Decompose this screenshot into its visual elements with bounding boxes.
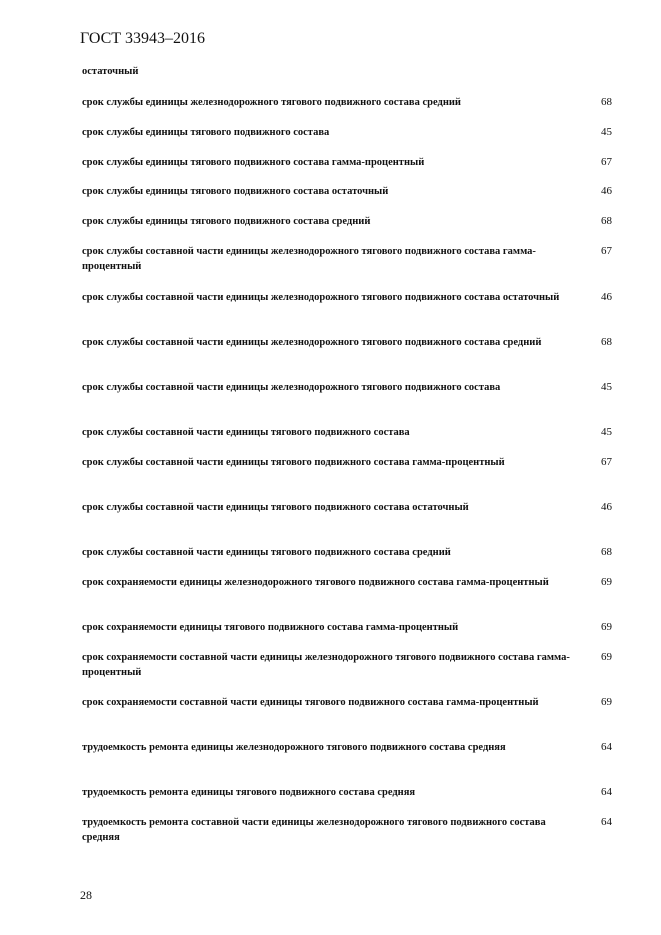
entry-page: 68 (601, 215, 612, 227)
entry-page: 46 (601, 291, 612, 303)
index-entry (82, 214, 612, 229)
entry-page: 64 (601, 816, 612, 828)
entry-term: трудоемкость ремонта единицы железнодорожного тягового подвижного состава средняя (82, 742, 506, 753)
entry-page: 64 (601, 786, 612, 798)
index-entry (82, 815, 612, 845)
index-entry (82, 290, 612, 305)
entry-term: срок сохраняемости единицы железнодорожного тягового подвижного состава гамма-процентный (82, 577, 549, 588)
page-number: 28 (80, 888, 92, 902)
entry-page: 69 (601, 651, 612, 663)
index-entry (82, 380, 612, 395)
index-entry (82, 125, 612, 140)
entry-page: 46 (601, 501, 612, 513)
index-entry (82, 184, 612, 199)
index-entry (82, 244, 612, 274)
entry-term: трудоемкость ремонта единицы тягового подвижного состава средняя (82, 787, 416, 798)
index-entry (82, 155, 612, 170)
index-entry (82, 785, 612, 800)
entry-term: срок службы составной части единицы тягового подвижного состава остаточный (82, 502, 469, 513)
index-entry (82, 425, 612, 440)
entry-term: трудоемкость ремонта составной части единицы железнодорожного тягового подвижного состава средняя (82, 817, 546, 843)
entry-term: срок службы составной части единицы железнодорожного тягового подвижного состава (82, 382, 501, 393)
entry-term: срок сохраняемости единицы тягового подвижного состава гамма-процентный (82, 622, 459, 633)
entry-page: 45 (601, 426, 612, 438)
entry-page: 68 (601, 336, 612, 348)
index-entry (82, 620, 612, 635)
document-header: ГОСТ 33943–2016 (80, 30, 206, 47)
index-entry (82, 500, 612, 515)
entry-term: срок службы составной части единицы тягового подвижного состава средний (82, 547, 451, 558)
entry-term: срок службы единицы тягового подвижного состава средний (82, 216, 371, 227)
entry-page: 46 (601, 185, 612, 197)
index-entry (82, 335, 612, 350)
entry-page: 69 (601, 621, 612, 633)
index-entry (82, 740, 612, 755)
index-entry (82, 695, 612, 710)
entry-page: 69 (601, 576, 612, 588)
entry-page: 69 (601, 696, 612, 708)
entry-term: срок службы единицы тягового подвижного состава (82, 127, 330, 138)
continued-term: остаточный (82, 66, 139, 77)
index-entry (82, 95, 612, 110)
entry-term: срок службы единицы тягового подвижного состава гамма-процентный (82, 157, 425, 168)
entry-term: срок службы единицы железнодорожного тягового подвижного состава средний (82, 97, 461, 108)
entry-page: 45 (601, 381, 612, 393)
entry-page: 68 (601, 546, 612, 558)
entry-term: срок сохраняемости составной части единицы тягового подвижного состава гамма-процентный (82, 697, 539, 708)
index-entry (82, 455, 612, 470)
entry-page: 67 (601, 245, 612, 257)
index-entry (82, 545, 612, 560)
entry-term: срок службы составной части единицы тягового подвижного состава (82, 427, 410, 438)
entry-term: срок службы составной части единицы железнодорожного тягового подвижного состава остаточный (82, 292, 560, 303)
entry-term: срок службы составной части единицы тягового подвижного состава гамма-процентный (82, 457, 505, 468)
index-entry (82, 650, 612, 680)
entry-page: 45 (601, 126, 612, 138)
entry-page: 67 (601, 456, 612, 468)
entry-term: срок службы составной части единицы железнодорожного тягового подвижного состава средний (82, 337, 542, 348)
index-entry (82, 575, 612, 590)
entry-term: срок службы единицы тягового подвижного состава остаточный (82, 186, 389, 197)
entry-term: срок сохраняемости составной части единицы железнодорожного тягового подвижного состава гамма-процентный (82, 652, 570, 678)
entry-page: 68 (601, 96, 612, 108)
entry-page: 64 (601, 741, 612, 753)
entry-page: 67 (601, 156, 612, 168)
entry-term: срок службы составной части единицы железнодорожного тягового подвижного состава гамма-процентный (82, 246, 536, 272)
